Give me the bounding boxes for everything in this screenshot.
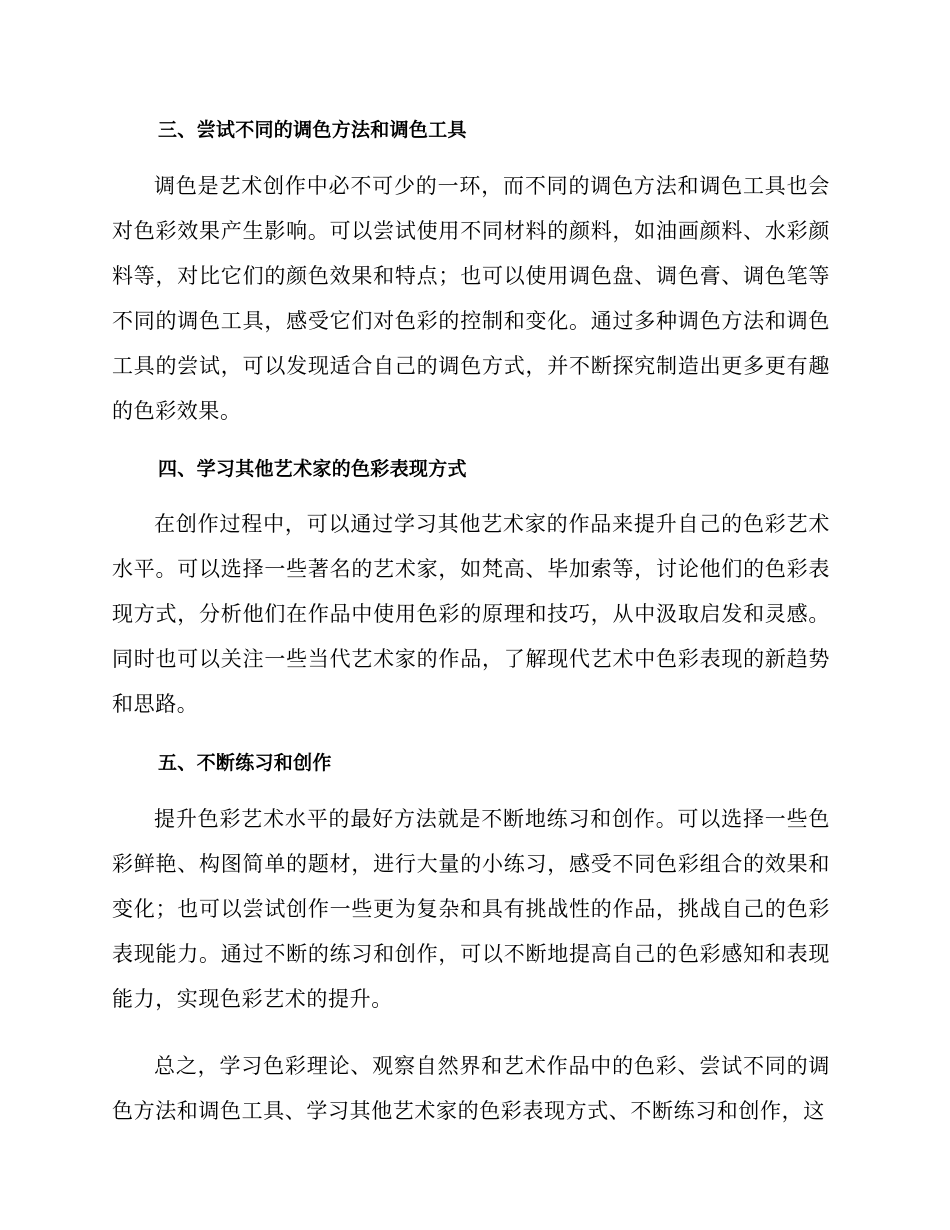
section-heading-five: 五、不断练习和创作 [158, 752, 332, 774]
section-paragraph-three: 调色是艺术创作中必不可少的一环，而不同的调色方法和调色工具也会对色彩效果产生影响。可以尝试使用不同材料的颜料，如油画颜料、水彩颜料等，对比它们的颜色效果和特点；也可以使用调色盘、调色膏、调色笔等不同的调色工具，感受它们对色彩的控制和变化。通过多种调色方法和调色工具的尝试，可以发现适合自己的调色方式，并不断探究制造出更多更有趣的色彩效果。 [112, 174, 830, 423]
conclusion-paragraph: 总之，学习色彩理论、观察自然界和艺术作品中的色彩、尝试不同的调色方法和调色工具、学习其他艺术家的色彩表现方式、不断练习和创作，这 [112, 1054, 830, 1123]
section-heading-four: 四、学习其他艺术家的色彩表现方式 [158, 458, 467, 480]
section-paragraph-four: 在创作过程中，可以通过学习其他艺术家的作品来提升自己的色彩艺术水平。可以选择一些著名的艺术家，如梵高、毕加索等，讨论他们的色彩表现方式，分析他们在作品中使用色彩的原理和技巧，从中汲取启发和灵感。同时也可以关注一些当代艺术家的作品，了解现代艺术中色彩表现的新趋势和思路。 [112, 512, 830, 716]
section-heading-three: 三、尝试不同的调色方法和调色工具 [158, 119, 467, 141]
section-paragraph-five: 提升色彩艺术水平的最好方法就是不断地练习和创作。可以选择一些色彩鲜艳、构图简单的题材，进行大量的小练习，感受不同色彩组合的效果和变化；也可以尝试创作一些更为复杂和具有挑战性的作品，挑战自己的色彩表现能力。通过不断的练习和创作，可以不断地提高自己的色彩感知和表现能力，实现色彩艺术的提升。 [112, 807, 830, 1011]
